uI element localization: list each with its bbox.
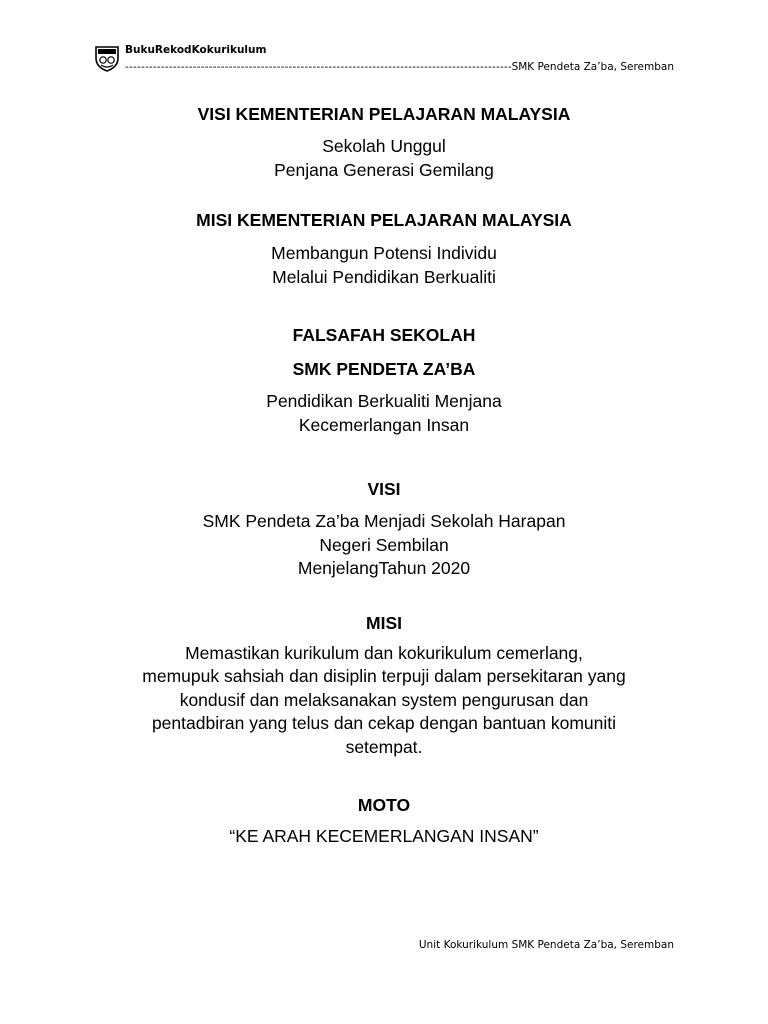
text-line: Penjana Generasi Gemilang — [274, 159, 494, 180]
dashed-rule — [125, 61, 512, 73]
text-line: memupuk sahsiah dan disiplin terpuji dalam persekitaran yang — [142, 666, 626, 686]
section-moto — [60, 793, 708, 849]
section-heading: MISI KEMENTERIAN PELAJARAN MALAYSIA — [196, 210, 572, 230]
document-body — [60, 102, 708, 849]
section-heading: MOTO — [357, 795, 411, 815]
text-line: Melalui Pendidikan Berkualiti — [272, 266, 496, 287]
text-line: SMK Pendeta Za’ba Menjadi Sekolah Harapan — [202, 511, 566, 531]
text-line: setempat. — [345, 736, 423, 757]
text-line: kondusif dan melaksanakan system pengurusan dan — [179, 689, 589, 710]
section-visi-kpm — [60, 102, 708, 182]
text-line: Memastikan kurikulum dan kokurikulum cemerlang, — [185, 642, 583, 663]
section-subheading: SMK PENDETA ZA’BA — [292, 359, 476, 379]
text-line: MenjelangTahun 2020 — [297, 558, 471, 578]
page-footer: Unit Kokurikulum SMK Pendeta Za’ba, Seremban — [418, 939, 674, 951]
motto-text: “KE ARAH KECEMERLANGAN INSAN” — [229, 826, 539, 846]
section-misi-kpm — [60, 208, 708, 289]
section-falsafah — [60, 323, 708, 437]
header-divider — [125, 61, 674, 73]
section-heading: MISI — [366, 612, 402, 633]
section-heading: FALSAFAH SEKOLAH — [292, 325, 476, 345]
text-line: Membangun Potensi Individu — [271, 243, 497, 263]
text-line: Negeri Sembilan — [319, 534, 449, 555]
section-heading: VISI KEMENTERIAN PELAJARAN MALAYSIA — [197, 104, 571, 124]
section-misi — [60, 611, 708, 760]
header-title: BukuRekodKokurikulum — [125, 44, 267, 56]
section-visi — [60, 477, 708, 581]
section-heading: VISI — [367, 479, 401, 499]
text-line: pentadbiran yang telus dan cekap dengan bantuan komuniti — [151, 713, 617, 733]
page-header — [94, 40, 674, 80]
text-line: Kecemerlangan Insan — [298, 414, 470, 435]
text-line: Pendidikan Berkualiti Menjana — [266, 391, 502, 411]
header-school-name: SMK Pendeta Za’ba, Seremban — [511, 61, 674, 73]
school-crest-icon — [94, 44, 120, 72]
text-line: Sekolah Unggul — [322, 136, 446, 156]
